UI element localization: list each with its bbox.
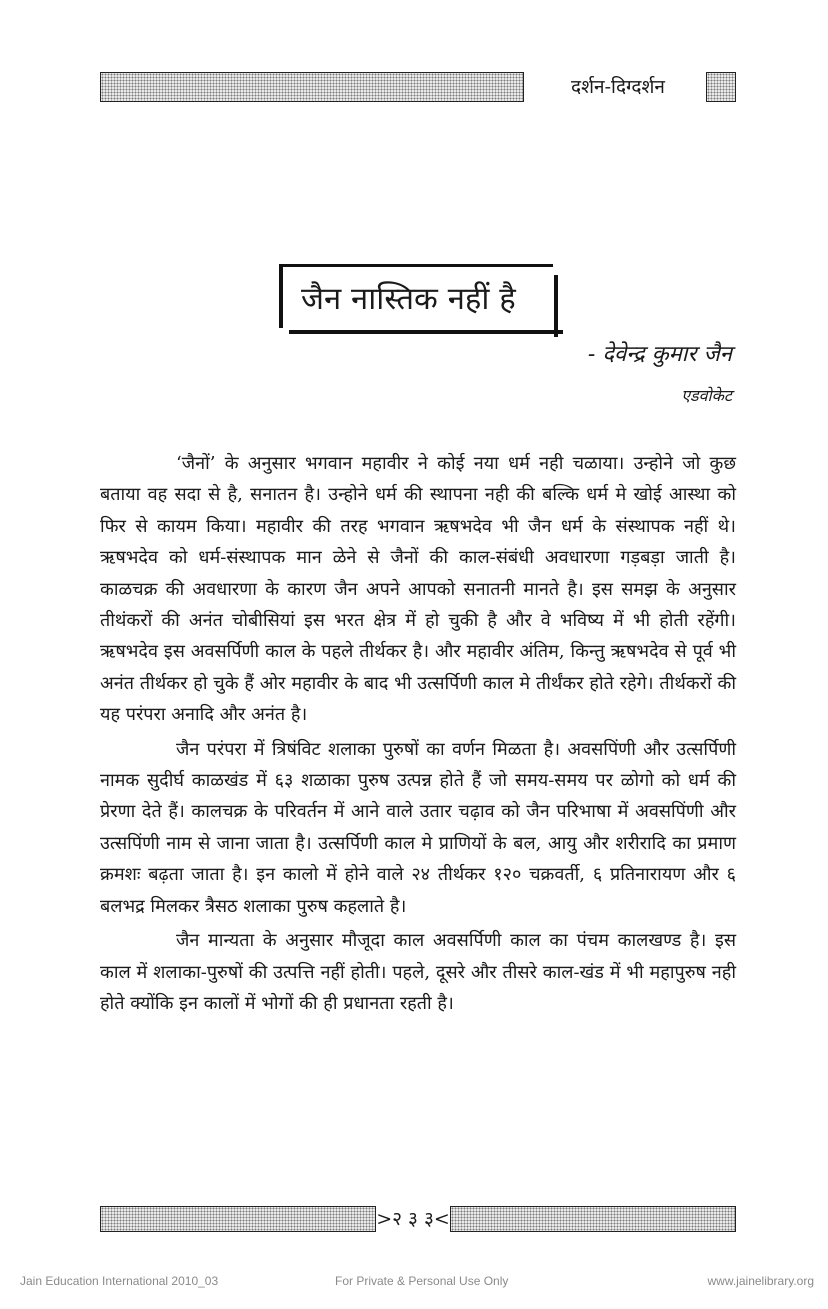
paragraph-2: जैन परंपरा में त्रिषंविट शलाका पुरुषों का वर्णन मिळता है। अवसपिंणी और उत्सर्पिणी नामक सुदीर्घ काळखंड में ६३ शळाका पुरुष उत्पन्न होते हैं जो समय-समय पर ळोगो को धर्म की प्रेरणा देते हैं। कालचक्र के परिवर्तन में आने वाले उतार चढ़ाव को जैन परिभाषा में अवसपिंणी और उत्सपिंणी नाम से जाना जाता है। उत्सर्पिणी काल मे प्राणियों के बल, आयु और शरीरादि का प्रमाण क्रमशः बढ़ता जाता है। इन कालो में होने वाले २४ तीर्थकर १२० चक्रवर्ती, ६ प्रतिनारायण और ६ बलभद्र मिलकर त्रैसठ शलाका पुरुष कहलाते है। [100,738,736,917]
watermark-left: Jain Education International 2010_03 [20,1274,219,1288]
author-designation: एडवोकेट [681,386,732,405]
watermark-center: For Private & Personal Use Only [335,1274,509,1288]
bracket-right-icon: > [376,1208,393,1230]
footer-dotted-bar-left [100,1206,376,1232]
article-body [100,448,736,1022]
paragraph-3: जैन मान्यता के अनुसार मौजूदा काल अवसर्पिणी काल का पंचम कालखण्ड है। इस काल में शलाका-पुरुषों की उत्पत्ति नहीं होती। पहले, दूसरे और तीसरे काल-खंड में भी महापुरुष नही होते क्योंकि इन कालों में भोगों की ही प्रधानता रहती है। [100,930,736,1014]
article-title-frame [279,264,553,328]
header-dotted-bar-left [100,72,524,102]
page-number-text: २ ३ ३ [392,1208,434,1230]
paragraph-1: ‘जैनों’ के अनुसार भगवान महावीर ने कोई नया धर्म नही चळाया। उन्होने जो कुछ बताया वह सदा से है, सनातन है। उन्होने धर्म की स्थापना नही की बल्कि धर्म मे खोई आस्था को फिर से कायम किया। महावीर की तरह भगवान ऋषभदेव भी जैन धर्म के संस्थापक नहीं थे। ऋषभदेव को धर्म-संस्थापक मान ळेने से जैनों की काल-संबंधी अवधारणा गड़बड़ा जाती है। काळचक्र की अवधारणा के कारण जैन अपने आपको सनातनी मानते है। इस समझ के अनुसार तीथंकरों की अनंत चोबीसियां इस भरत क्षेत्र में हो चुकी है और वे भविष्य में भी होती रहेंगी। ऋषभदेव इस अवसर्पिणी काल के पहले तीर्थकर है। और महावीर अंतिम, किन्तु ऋषभदेव से पूर्व भी अनंत तीर्थकर हो चुके हैं ओर महावीर के बाद भी उत्सर्पिणी काल मे तीर्थंकर होते रहेगे। तीर्थकरों की यह परंपरा अनादि और अनंत है। [100,453,736,726]
header-dotted-bar-right [706,72,736,102]
watermark-right: www.jainelibrary.org [707,1274,814,1288]
article-author: - देवेन्द्र कुमार जैन [587,342,732,367]
page-number [376,1204,450,1234]
page-footer [100,1204,736,1234]
bracket-left-icon: < [433,1208,450,1230]
footer-dotted-bar-right [450,1206,736,1232]
running-title: दर्शन-दिग्दर्शन [571,76,665,98]
watermark-strip [0,1270,828,1294]
running-header [100,72,736,102]
article-title: जैन नास्तिक नहीं है [301,281,516,317]
